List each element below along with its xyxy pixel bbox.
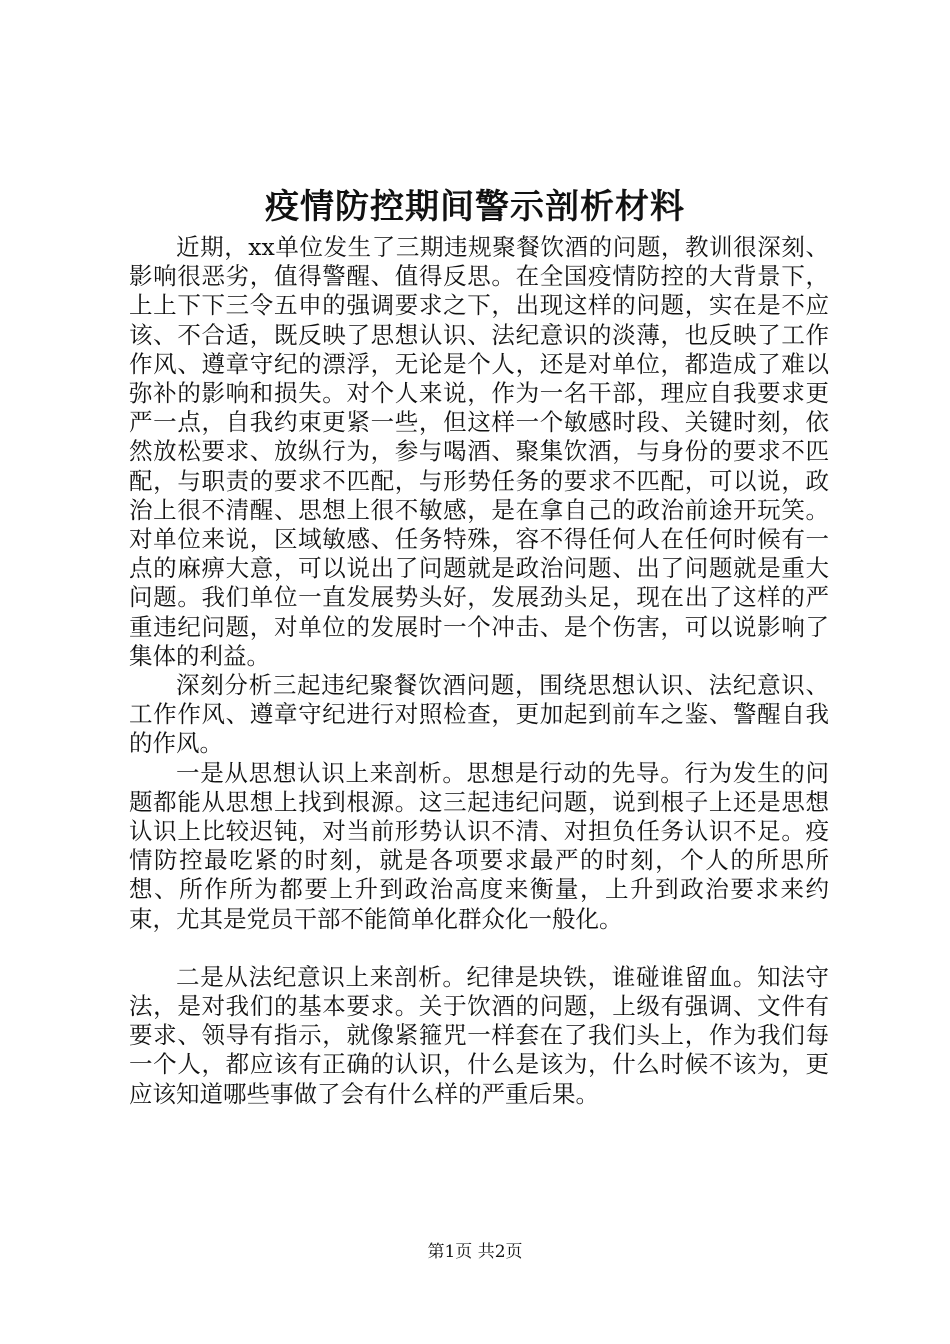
paragraph-point-one: 一是从思想认识上来剖析。思想是行动的先导。行为发生的问题都能从思想上找到根源。这三起违纪问题，说到根子上还是思想认识上比较迟钝，对当前形势认识不清、对担负任务认识不足。疫情防控最吃紧的时刻，就是各项要求最严的时刻，个人的所思所想、所作所为都要上升到政治高度来衡量，上升到政治要求来约束，尤其是党员干部不能简单化群众化一般化。 bbox=[129, 758, 829, 933]
document-body bbox=[129, 233, 829, 1109]
page-number-footer: 第1页 共2页 bbox=[427, 1242, 523, 1262]
paragraph-intro: 近期，xx单位发生了三期违规聚餐饮酒的问题，教训很深刻、影响很恶劣，值得警醒、值得反思。在全国疫情防控的大背景下，上上下下三令五申的强调要求之下，出现这样的问题，实在是不应该、不合适，既反映了思想认识、法纪意识的淡薄，也反映了工作作风、遵章守纪的漂浮，无论是个人，还是对单位，都造成了难以弥补的影响和损失。对个人来说，作为一名干部，理应自我要求更严一点，自我约束更紧一些，但这样一个敏感时段、关键时刻，依然放松要求、放纵行为，参与喝酒、聚集饮酒，与身份的要求不匹配，与职责的要求不匹配，与形势任务的要求不匹配，可以说，政治上很不清醒、思想上很不敏感，是在拿自己的政治前途开玩笑。对单位来说，区域敏感、任务特殊，容不得任何人在任何时候有一点的麻痹大意，可以说出了问题就是政治问题、出了问题就是重大问题。我们单位一直发展势头好，发展劲头足，现在出了这样的严重违纪问题，对单位的发展时一个冲击、是个伤害，可以说影响了集体的利益。 bbox=[129, 233, 829, 670]
paragraph-point-two: 二是从法纪意识上来剖析。纪律是块铁，谁碰谁留血。知法守法，是对我们的基本要求。关于饮酒的问题，上级有强调、文件有要求、领导有指示，就像紧箍咒一样套在了我们头上，作为我们每一个人，都应该有正确的认识，什么是该为，什么时候不该为，更应该知道哪些事做了会有什么样的严重后果。 bbox=[129, 962, 829, 1108]
paragraph-analysis: 深刻分析三起违纪聚餐饮酒问题，围绕思想认识、法纪意识、工作作风、遵章守纪进行对照检查，更加起到前车之鉴、警醒自我的作风。 bbox=[129, 671, 829, 758]
document-title: 疫情防控期间警示剖析材料 bbox=[265, 187, 685, 227]
